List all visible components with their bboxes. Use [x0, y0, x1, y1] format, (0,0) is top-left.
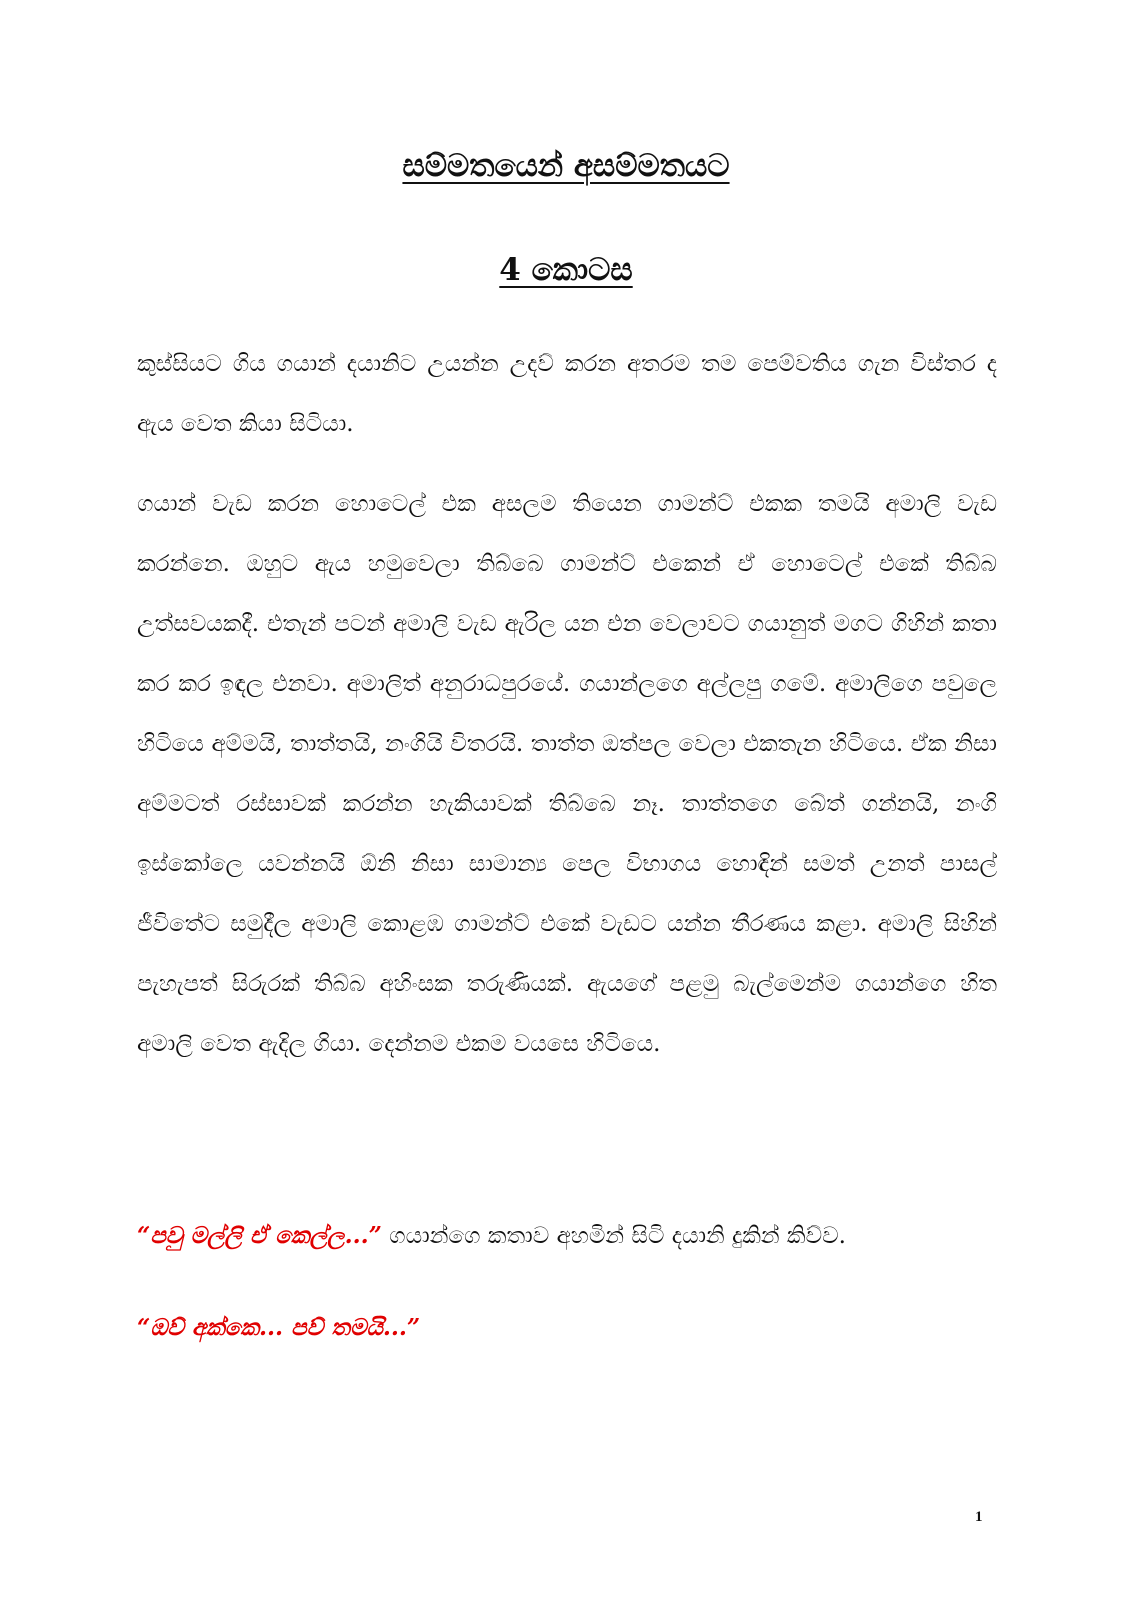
dialogue-paragraph-2	[137, 1308, 997, 1348]
document-title-text: සම්මතයෙන් අසම්මතයට	[402, 148, 730, 184]
page-number: 1	[975, 1509, 983, 1525]
dialogue-paragraph-1	[137, 1216, 997, 1256]
dialogue-narration-1: ගයාන්ගෙ කතාව අහමින් සිටි දයානි දුකින් කිව්ව.	[381, 1223, 846, 1249]
paragraph-2: ගයාන් වැඩ කරන හොටෙල් එක අසලම තියෙන ගාමන්ට් එකක තමයි අමාලි වැඩ කරන්නෙ. ඔහුට ඇය හමුවෙලා තිබ්බෙ ගාමන්ට් එකෙන් ඒ හොටෙල් එකේ තිබ්බ උත්සවයකදී. එතැන් පටන් අමාලි වැඩ ඇරිල යන එන වෙලාවට ගයානුත් මගට ගිහින් කතා කර කර ඉඳල එනවා. අමාලිත් අනුරාධපුරයේ. ගයාන්ලගෙ අල්ලපු ගමේ. අමාලිගෙ පවුලෙ හිටියෙ අම්මයි, තාත්තයි, නංගියි විතරයි. තාත්ත ඔත්පල වෙලා එකතැන හිටියෙ. ඒක නිසා අම්මටත් රස්සාවක් කරන්න හැකියාවක් තිබ්බෙ නෑ. තාත්තගෙ බේත් ගන්නයි, නංගි ඉස්කෝලෙ යවන්නයි ඕනි නිසා සාමාන්‍ය පෙල විභාගය හොඳින් සමත් උනත් පාසල් ජීවිතේට සමුදීල අමාලි කොළඹ ගාමන්ට් එකේ වැඩට යන්න තීරණය කළා. අමාලි සිහින් පැහැපත් සිරුරක් තිබ්බ අහිංසක තරුණියක්. ඇයගේ පළමු බැල්මෙන්ම ගයාන්ගෙ හිත අමාලි වෙත ඇදිල ගියා. දෙන්නම එකම වයසෙ හිටියෙ.	[137, 491, 997, 1057]
paragraph-1: කුස්සියට ගිය ගයාන් දයානිට උයන්න උදව් කරන අතරම තම පෙම්වතිය ගැන විස්තර ද ඇය වෙත කියා සිටියා.	[137, 351, 997, 437]
document-title	[0, 146, 1132, 186]
dialogue-quote-1: “පවු මල්ලි ඒ කෙල්ල...”	[137, 1222, 382, 1249]
part-heading	[0, 250, 1132, 290]
dialogue-quote-2: “ඔව් අක්කෙ... පව් තමයි...”	[137, 1314, 421, 1341]
part-heading-text: 4 කොටස	[499, 252, 633, 288]
